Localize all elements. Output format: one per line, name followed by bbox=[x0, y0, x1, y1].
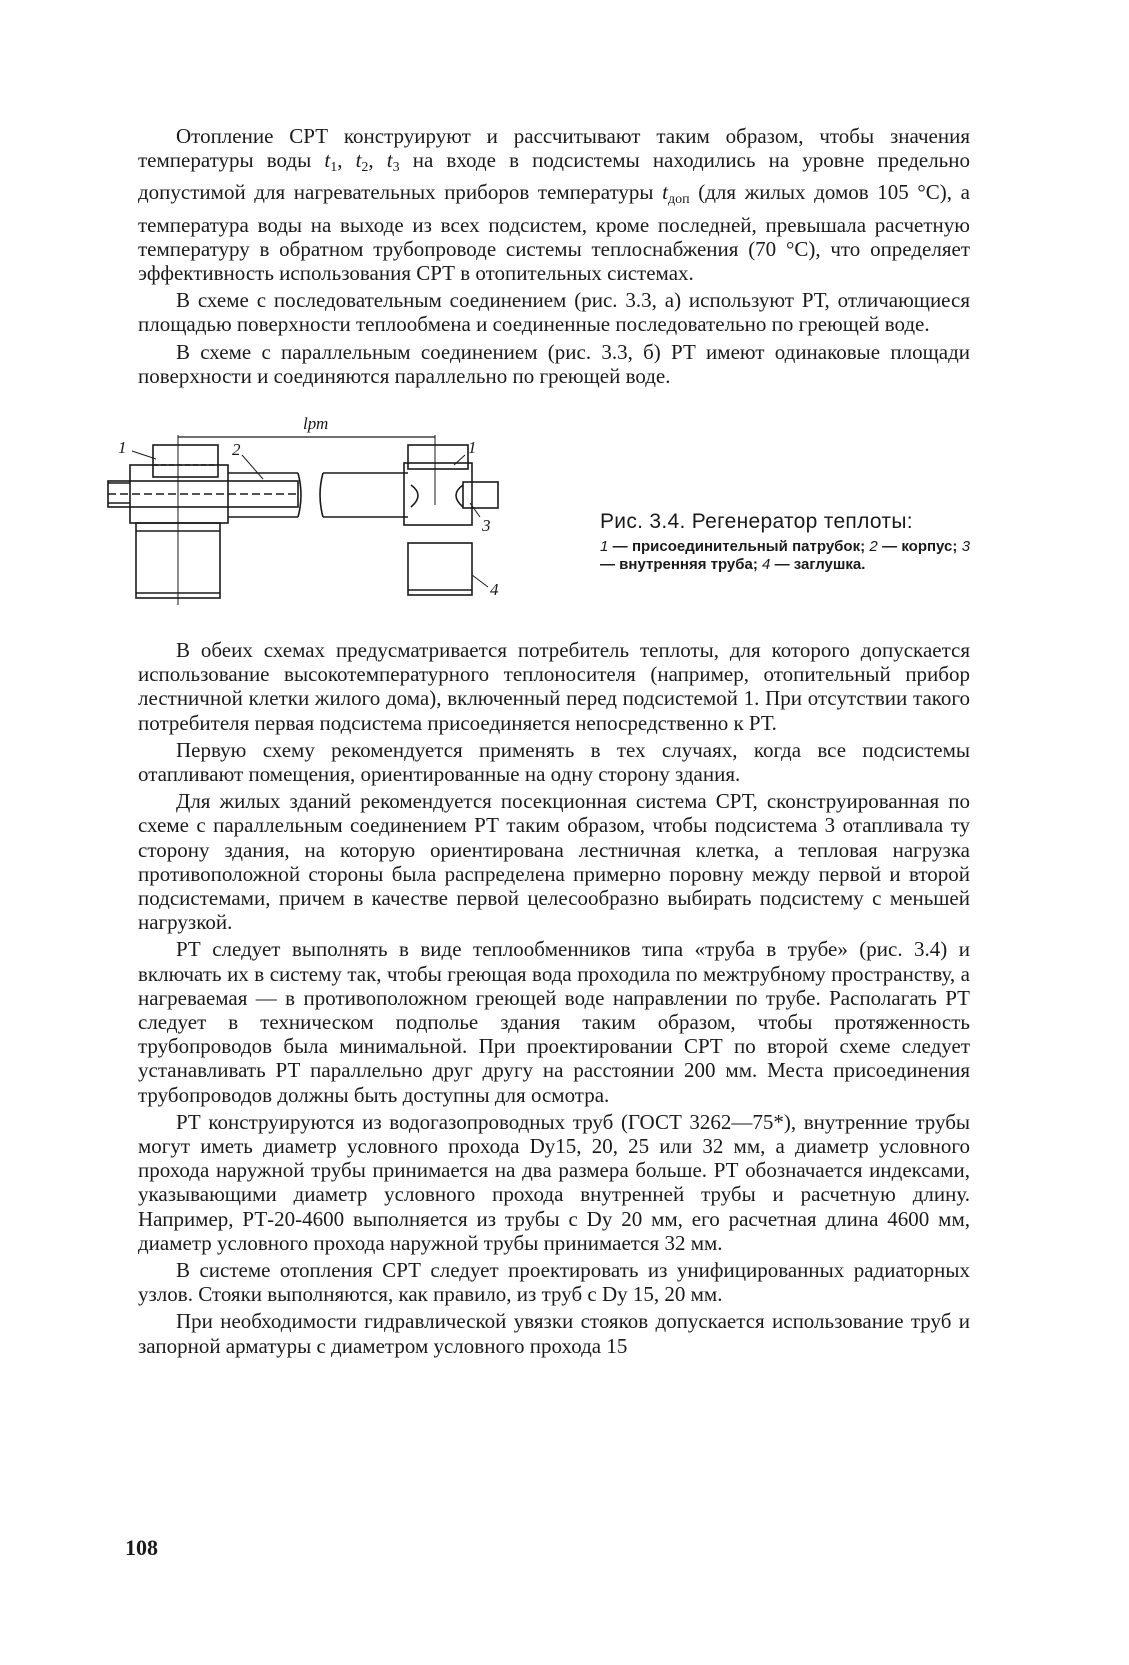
paragraph-10: При необходимости гидравлической увязки стояков допускается использование труб и запорной арматуры с диаметром условного прохода 15 bbox=[138, 1309, 970, 1358]
label-1-right: 1 bbox=[468, 438, 477, 457]
figure-caption bbox=[600, 510, 970, 574]
dimension-label: lрт bbox=[303, 414, 329, 433]
paragraph-9: В системе отопления СРТ следует проектировать из унифицированных радиаторных узлов. Стояки выполняются, как правило, из труб с Dу 15, 20 мм. bbox=[138, 1258, 970, 1307]
paragraph-7: РТ следует выполнять в виде теплообменников типа «труба в трубе» (рис. 3.4) и включать их в систему так, чтобы греющая вода проходила по межтрубному пространству, а нагреваемая — в противоположном греющей воде направлении по трубе. Располагать РТ следует в техническом подполье здания таким образом, чтобы протяженность трубопроводов была минимальной. При проектировании СРТ по второй схеме следует устанавливать РТ параллельно друг другу на расстоянии 200 мм. Места присоединения трубопроводов должны быть доступны для осмотра. bbox=[138, 937, 970, 1107]
label-4: 4 bbox=[490, 580, 499, 599]
label-2: 2 bbox=[232, 440, 241, 459]
paragraph-2: В схеме с последовательным соединением (рис. 3.3, а) используют РТ, отличающиеся площадью поверхности теплообмена и соединенные последовательно по греющей воде. bbox=[138, 288, 970, 337]
text-block-bottom bbox=[138, 638, 970, 1358]
caption-legend: 1 — присоединительный патрубок; 2 — корпус; 3 — внутренняя труба; 4 — заглушка. bbox=[600, 538, 971, 573]
paragraph-1: Отопление СРТ конструируют и рассчитывают таким образом, чтобы значения температуры воды $t_1$, $t_2$, $t_3$ на входе в подсистемы находились на уровне предельно допустимой для нагревательных приборов температуры $t_{доп}$ (для жилых домов 105 °С), а температура воды на выходе из всех подсистем, кроме последней, превышала расчетную температуру в обратном трубопроводе системы теплоснабжения (70 °С), что определяет эффективность использования СРТ в отопительных системах. bbox=[138, 124, 970, 286]
regenerator-figure bbox=[108, 414, 578, 660]
paragraph-8: РТ конструируются из водогазопроводных труб (ГОСТ 3262—75*), внутренние трубы могут иметь диаметр условного прохода Dу15, 20, 25 или 32 мм, а диаметр условного прохода наружной трубы принимается на два размера больше. РТ обозначается индексами, указывающими диаметр условного прохода внутренней трубы и расчетную длину. Например, РТ-20-4600 выполняется из трубы с Dу 20 мм, его расчетная длина 4600 мм, диаметр условного прохода наружной трубы принимается 32 мм. bbox=[138, 1109, 970, 1255]
paragraph-5: Первую схему рекомендуется применять в тех случаях, когда все подсистемы отапливают помещения, ориентированные на одну сторону здания. bbox=[138, 737, 970, 787]
label-3: 3 bbox=[482, 516, 491, 535]
text-block-top bbox=[138, 124, 970, 388]
paragraph-4: В обеих схемах предусматривается потребитель теплоты, для которого допускается использование высокотемпературного теплоносителя (например, отопительный прибор лестничной клетки жилого дома), включенный перед подсистемой 1. При отсутствии такого потребителя первая подсистема присоединяется непосредственно к РТ. bbox=[138, 638, 970, 735]
page-number: 108 bbox=[125, 1535, 158, 1560]
caption-title: Рис. 3.4. Регенератор теплоты: bbox=[600, 510, 913, 533]
paragraph-6: Для жилых зданий рекомендуется посекционная система СРТ, сконструированная по схеме с параллельным соединением РТ таким образом, чтобы подсистема 3 отапливала ту сторону здания, на которую ориентирована лестничная клетка, а тепловая нагрузка противоположной стороны была распределена примерно поровну между первой и второй подсистемами, причем в качестве первой целесообразно выбирать подсистему с меньшей нагрузкой. bbox=[138, 789, 970, 935]
label-1-left: 1 bbox=[118, 438, 127, 457]
paragraph-3: В схеме с параллельным соединением (рис. 3.3, б) РТ имеют одинаковые площади поверхности и соединяются параллельно по греющей воде. bbox=[138, 339, 970, 388]
